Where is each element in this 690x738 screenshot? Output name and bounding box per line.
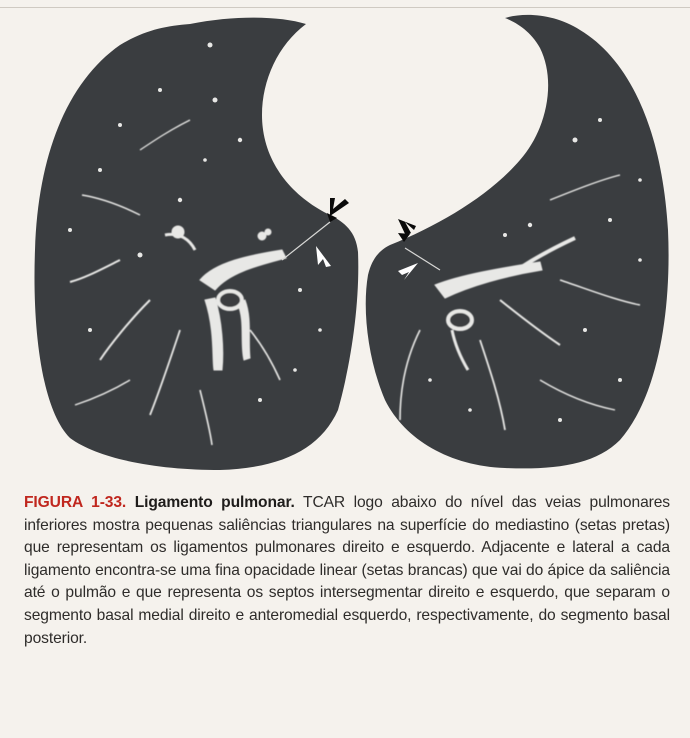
figure-caption-text: TCAR logo abaixo do nível das veias pulmonares inferiores mostra pequenas saliências triangulares na superfície do mediastino (setas pretas) que representam os ligamentos pulmonares direito e esquerdo. Adjacente e lateral a cada ligamento encontra-se uma fina opacidade linear (setas brancas) que vai do ápice da saliência até o pulmão e que representa os septos intersegmentar direito e esquerdo, que separam o segmento basal medial direito e anteromedial esquerdo, respectivamente, do segmento basal posterior. xyxy=(24,494,671,647)
left-lung xyxy=(366,15,669,469)
top-rule xyxy=(0,7,690,8)
figure-label: FIGURA 1-33. xyxy=(24,494,127,511)
figure-caption xyxy=(24,492,670,650)
ct-lung-image xyxy=(28,10,683,480)
black-arrow-right xyxy=(327,198,349,222)
figure-title: Ligamento pulmonar. xyxy=(134,494,295,511)
